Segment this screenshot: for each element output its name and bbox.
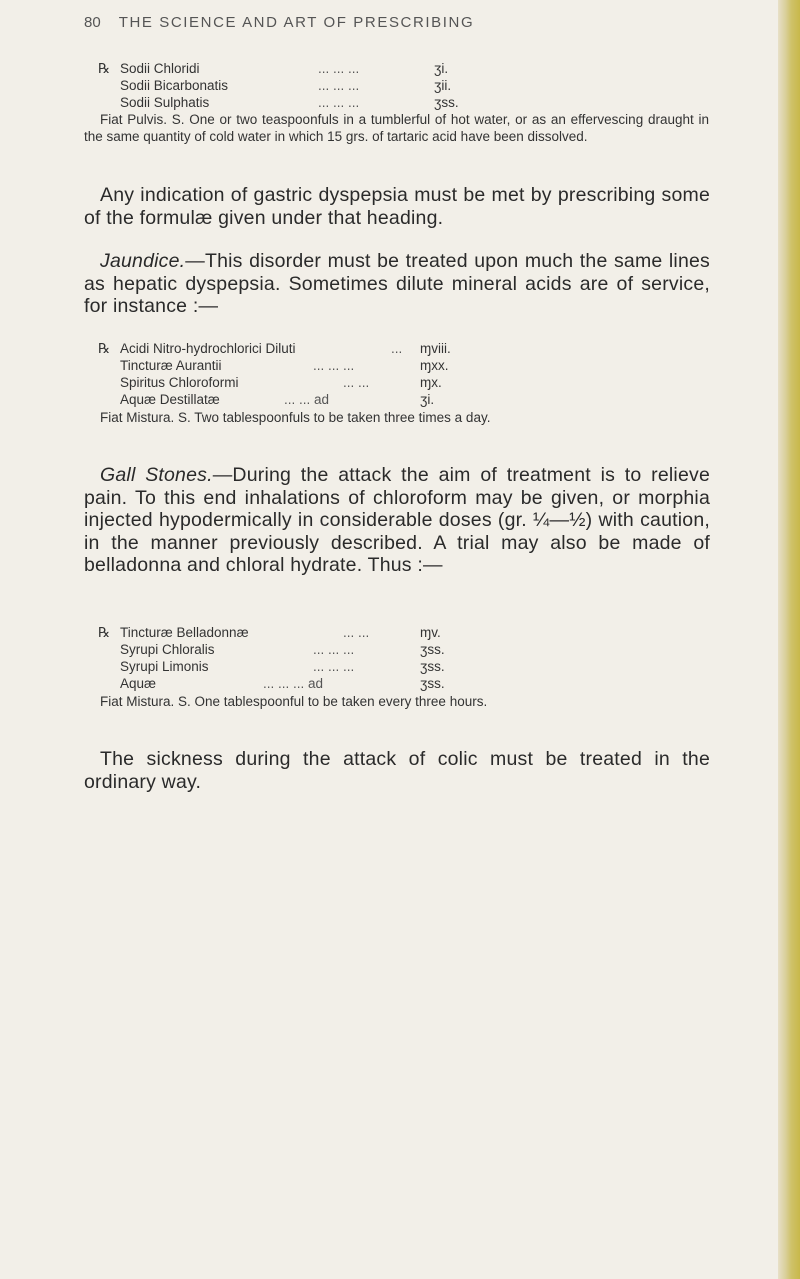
rx-quantity: ʒss. — [420, 659, 445, 674]
rx-directions: Fiat Mistura. S. One tablespoonful to be taken every three hours. — [100, 694, 488, 709]
rx-ingredient: Tincturæ Aurantii — [120, 358, 222, 373]
rx-ingredient: Spiritus Chloroformi — [120, 375, 239, 390]
rx-leader: ... ... — [343, 625, 370, 640]
rx-leader: ... ... — [343, 375, 370, 390]
rx-quantity: ʒss. — [434, 95, 459, 110]
rx-ingredient: Acidi Nitro-hydrochlorici Diluti — [120, 341, 296, 356]
rx-ingredient: Aquæ — [120, 676, 157, 691]
rx-quantity: ɱviii. — [420, 341, 451, 356]
section-heading: Jaundice. — [100, 250, 186, 272]
rx-quantity: ʒi. — [434, 61, 449, 76]
rx-ingredient: Syrupi Chloralis — [120, 642, 215, 657]
paragraph-text: The sickness during the attack of colic must be treated in the ordinary way. — [84, 748, 710, 793]
running-header — [84, 14, 474, 31]
rx-leader: ... ... ad — [284, 392, 330, 407]
rx-symbol: ℞ — [98, 61, 111, 76]
rx-ingredient: Sodii Chloridi — [120, 61, 200, 76]
rx-directions: Fiat Pulvis. S. One or two teaspoonfuls in a tumblerful of hot water, or as an effervescing draught in the same quantity of cold water in which 15 grs. of tartaric acid have been dissolved. — [84, 112, 709, 144]
rx-leader: ... ... ... — [313, 659, 355, 674]
rx-symbol: ℞ — [98, 625, 111, 640]
running-title: THE SCIENCE AND ART OF PRESCRIBING — [118, 14, 475, 31]
paragraph-body: —During the attack the aim of treatment is to relieve pain. To this end inhalations of chloroform may be given, or morphia injected hypodermically in considerable doses (gr. ¼—½) with caution, in the manner previously described. A trial may also be made of belladonna and chloral hydrate. Thus :— — [84, 464, 711, 576]
rx-leader: ... ... ... ad — [263, 676, 324, 691]
rx-symbol: ℞ — [98, 341, 111, 356]
rx-quantity: ʒss. — [420, 676, 445, 691]
paragraph-gall-stones — [84, 464, 710, 577]
paragraph-text — [84, 464, 710, 577]
rx-quantity: ɱx. — [420, 375, 442, 390]
rx-quantity: ʒi. — [420, 392, 435, 407]
rx-ingredient: Syrupi Limonis — [120, 659, 209, 674]
section-heading: Gall Stones. — [100, 464, 213, 486]
rx-ingredient: Aquæ Destillatæ — [120, 392, 220, 407]
rx-quantity: ʒii. — [434, 78, 452, 93]
rx-ingredient: Tincturæ Belladonnæ — [120, 625, 249, 640]
rx-leader: ... ... ... — [313, 358, 355, 373]
rx-leader: ... ... ... — [318, 78, 360, 93]
rx-ingredient: Sodii Sulphatis — [120, 95, 210, 110]
rx-leader: ... ... ... — [313, 642, 355, 657]
page-edge — [778, 0, 800, 1279]
paragraph-text: Any indication of gastric dyspepsia must be met by prescribing some of the formulæ given under that heading. — [84, 184, 710, 229]
paragraph-body: —This disorder must be treated upon much the same lines as hepatic dyspepsia. Sometimes dilute mineral acids are of service, for instance :— — [84, 250, 710, 317]
rx-ingredient: Sodii Bicarbonatis — [120, 78, 229, 93]
rx-quantity: ʒss. — [420, 642, 445, 657]
paragraph-text — [84, 250, 710, 318]
paragraph-dyspepsia — [84, 184, 710, 229]
rx-directions: Fiat Mistura. S. Two tablespoonfuls to be taken three times a day. — [100, 410, 491, 425]
rx-leader: ... — [391, 341, 403, 356]
paragraph-jaundice — [84, 250, 710, 318]
paragraph-sickness — [84, 748, 710, 793]
rx-leader: ... ... ... — [318, 95, 360, 110]
page-number: 80 — [84, 14, 101, 31]
rx-leader: ... ... ... — [318, 61, 360, 76]
rx-quantity: ɱv. — [420, 625, 441, 640]
rx-quantity: ɱxx. — [420, 358, 449, 373]
